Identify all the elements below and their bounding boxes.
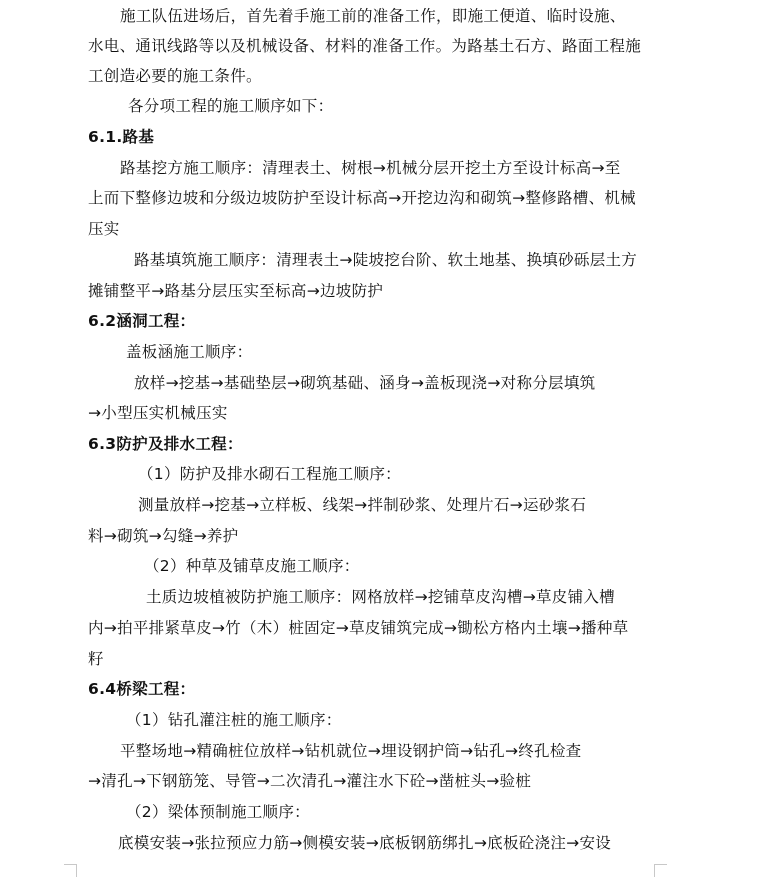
paragraph-line: 工创造必要的施工条件。 [88,67,262,85]
paragraph-line: →清孔→下钢筋笼、导管→二次清孔→灌注水下砼→凿桩头→验桩 [88,772,532,790]
paragraph-line: 水电、通讯线路等以及机械设备、材料的准备工作。为路基土石方、路面工程施 [88,37,642,55]
paragraph-line: 路基挖方施工顺序：清理表土、树根→机械分层开挖土方至设计标高→至 [120,159,621,177]
paragraph-line: 土质边坡植被防护施工顺序：网格放样→挖铺草皮沟槽→草皮铺入槽 [146,588,615,606]
paragraph-line: （1）防护及排水砌石工程施工顺序： [138,465,401,483]
section-heading: 6.2涵洞工程： [88,312,196,330]
paragraph-line: 路基填筑施工顺序：清理表土→陡坡挖台阶、软土地基、换填砂砾层土方 [134,251,638,269]
paragraph-line: 籽 [88,650,104,668]
paragraph-line: 盖板涵施工顺序： [126,343,253,361]
paragraph-line: 摊铺整平→路基分层压实至标高→边坡防护 [88,282,384,300]
paragraph-line: （1）钻孔灌注桩的施工顺序： [126,711,342,729]
paragraph-line: →小型压实机械压实 [88,404,228,422]
page-corner-mark [654,864,667,877]
paragraph-line: （2）梁体预制施工顺序： [126,803,310,821]
paragraph-line: 平整场地→精确桩位放样→钻机就位→埋设钢护筒→钻孔→终孔检查 [120,742,582,760]
paragraph-line: 压实 [88,220,120,238]
paragraph-line: 底模安装→张拉预应力筋→侧模安装→底板钢筋绑扎→底板砼浇注→安设 [118,834,612,852]
paragraph-line: 各分项工程的施工顺序如下： [128,97,334,115]
paragraph-line: 料→砌筑→勾缝→养护 [88,527,239,545]
paragraph-line: 施工队伍进场后，首先着手施工前的准备工作，即施工便道、临时设施、 [120,7,626,25]
page-corner-mark [64,864,77,877]
paragraph-line: 放样→挖基→基础垫层→砌筑基础、涵身→盖板现浇→对称分层填筑 [134,374,596,392]
paragraph-line: 上而下整修边坡和分级边坡防护至设计标高→开挖边沟和砌筑→整修路槽、机械 [88,189,636,207]
paragraph-line: （2）种草及铺草皮施工顺序： [144,557,360,575]
paragraph-line: 测量放样→挖基→立样板、线架→拌制砂浆、处理片石→运砂浆石 [138,496,587,514]
section-heading: 6.3防护及排水工程： [88,435,243,453]
paragraph-line: 内→拍平排紧草皮→竹（木）桩固定→草皮铺筑完成→锄松方格内土壤→播种草 [88,619,629,637]
section-heading: 6.4桥梁工程： [88,680,196,698]
section-heading: 6.1.路基 [88,128,155,146]
